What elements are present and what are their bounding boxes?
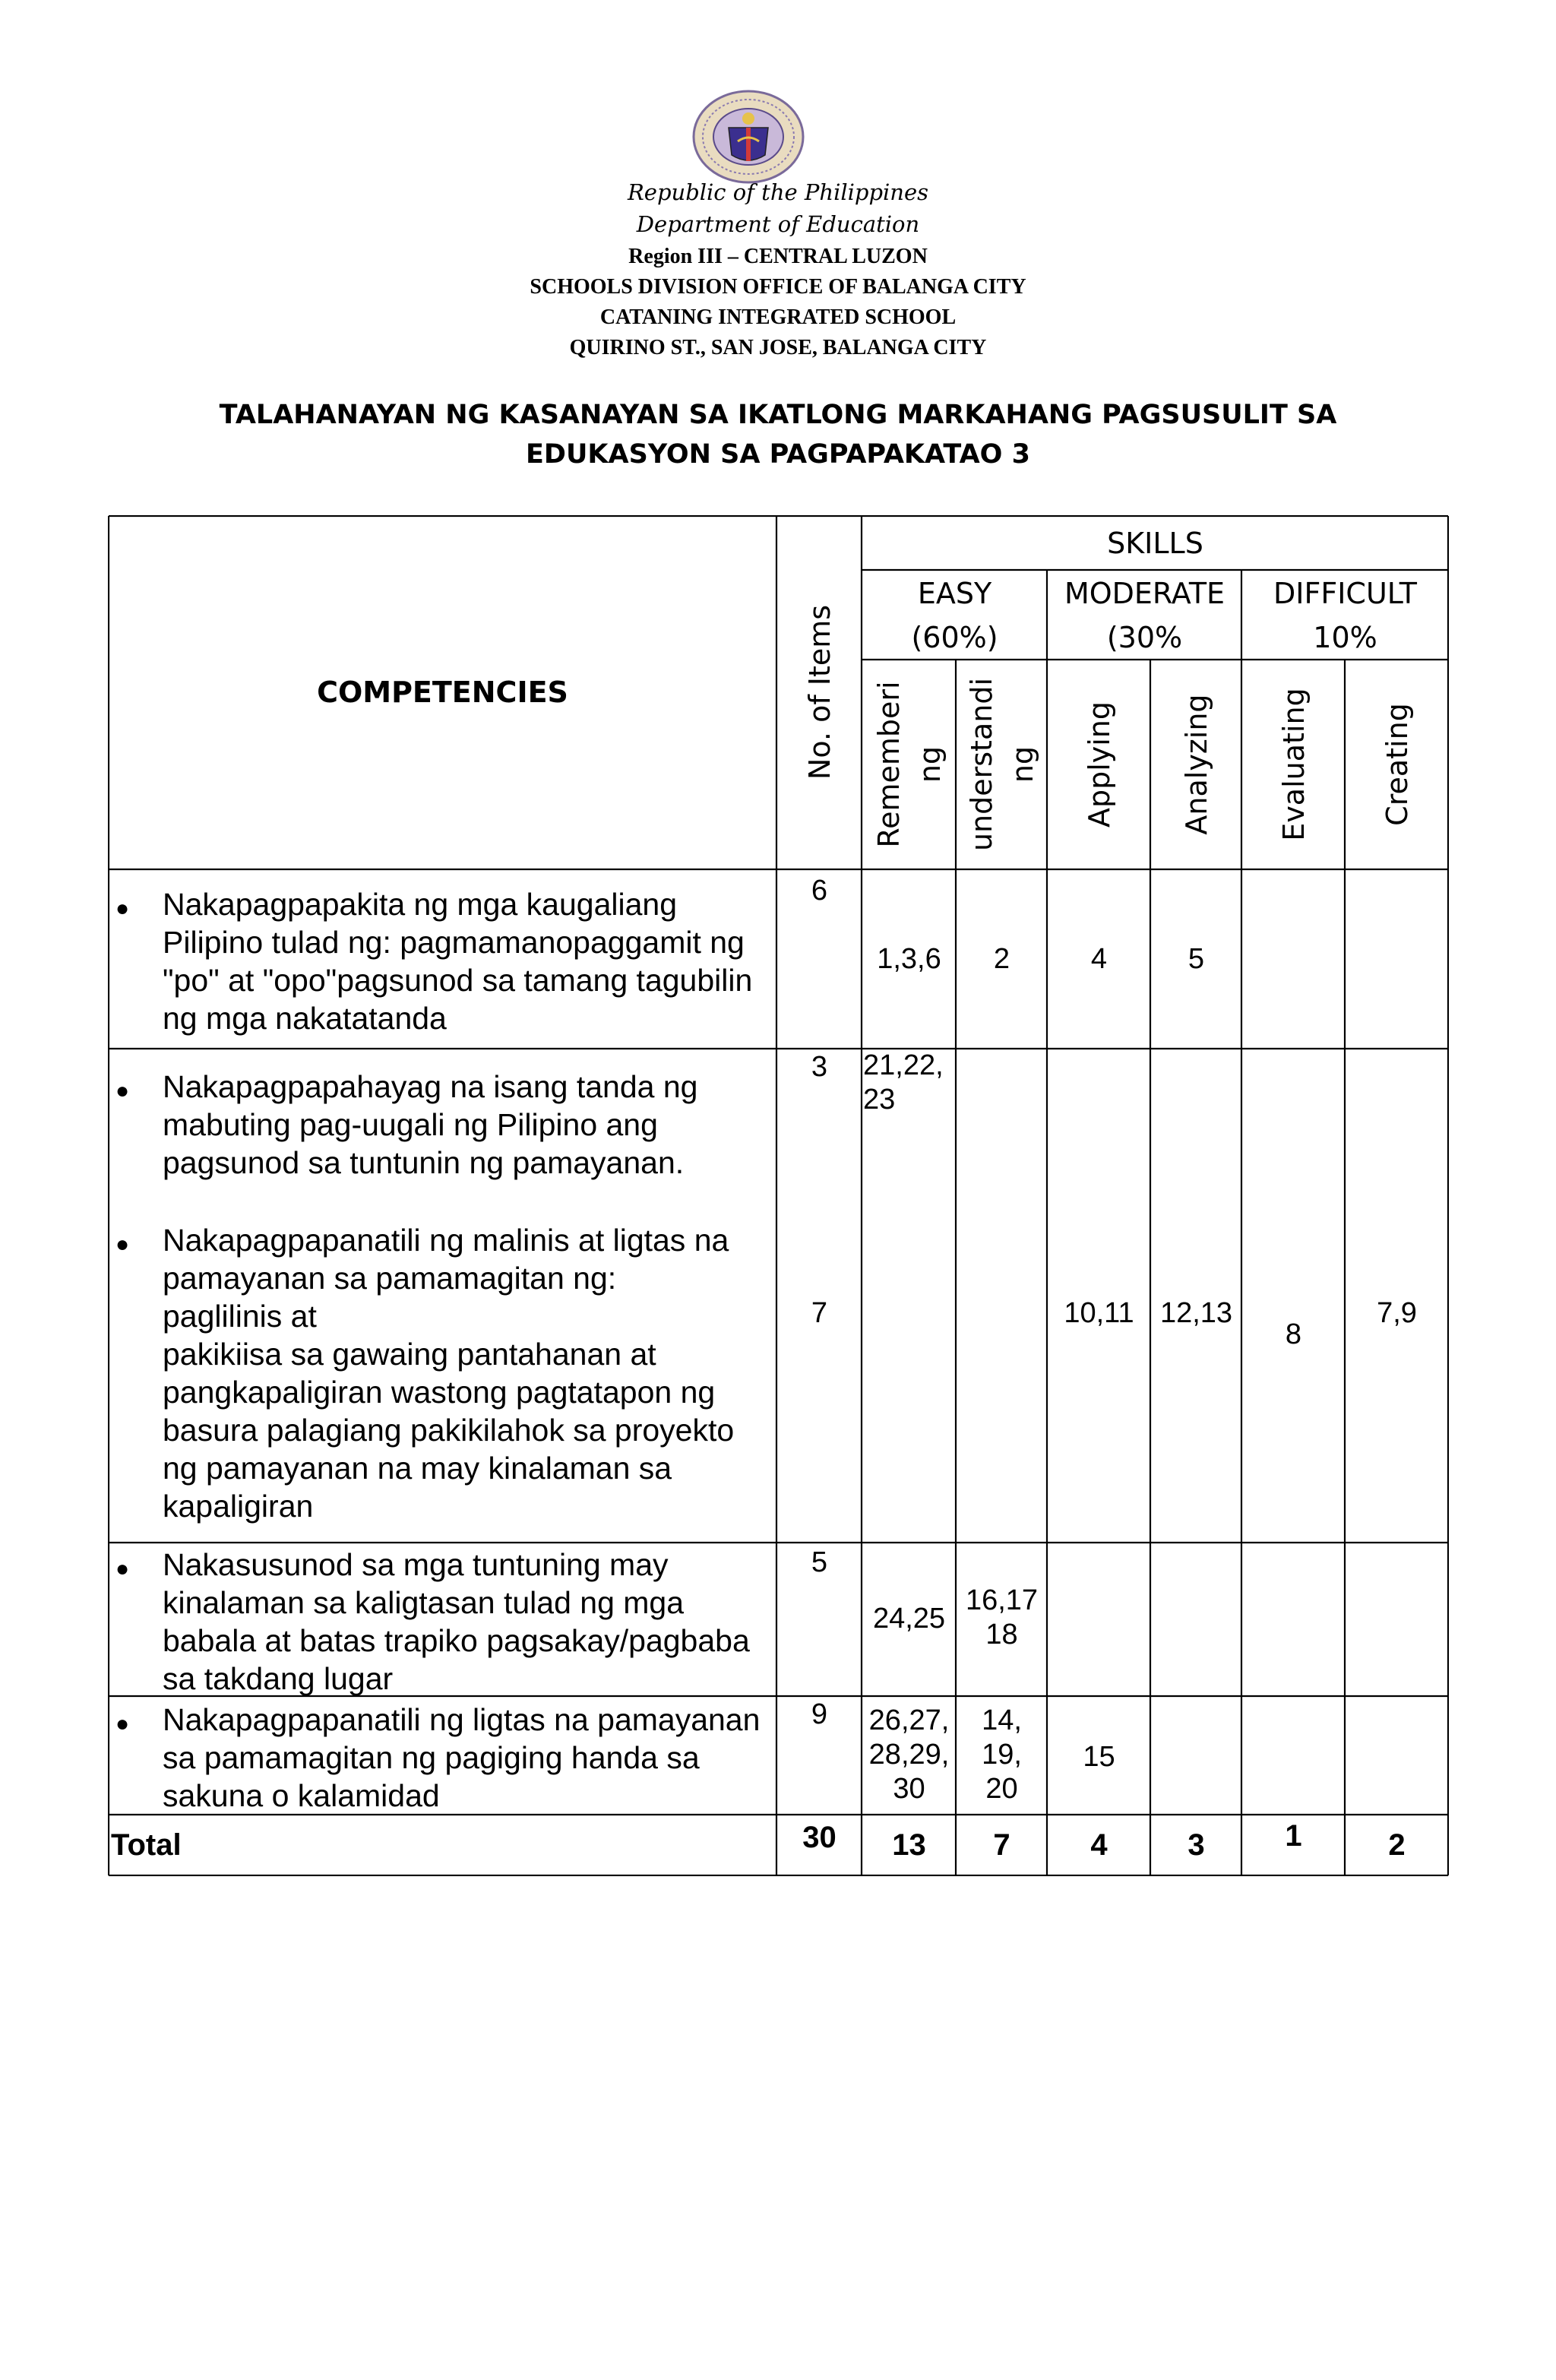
header-department: Department of Education bbox=[636, 211, 920, 237]
remembering-row-1: 1,3,6 bbox=[877, 943, 941, 975]
difficult-header bbox=[1242, 571, 1448, 660]
easy-header bbox=[862, 571, 1047, 660]
header-republic: Republic of the Philippines bbox=[627, 179, 929, 205]
total-creating: 2 bbox=[1388, 1828, 1406, 1862]
difficult-label: DIFFICULT bbox=[1273, 576, 1417, 610]
competency-row-4 bbox=[115, 1701, 773, 1815]
page-title-line1: TALAHANAYAN NG KASANAYAN SA IKATLONG MARKAHANG PAGSUSULIT SA bbox=[219, 400, 1337, 430]
evaluating-label: Evaluating bbox=[1276, 688, 1311, 841]
understanding-label-a: understandi bbox=[964, 677, 998, 852]
applying-label: Applying bbox=[1082, 701, 1116, 828]
evaluating-row-2b: 8 bbox=[1285, 1318, 1302, 1350]
competency-text: Nakapagpapanatili ng ligtas na pamayanan sa pamamagitan ng pagiging handa sa sakuna o kalamidad bbox=[163, 1702, 761, 1813]
items-row-2b: 7 bbox=[811, 1297, 828, 1329]
competency-text: Nakapagpapakita ng mga kaugaliang Pilipino tulad ng: pagmamanopaggamit ng "po" at "opo"pagsunod sa tamang tagubilin ng mga nakatatanda bbox=[163, 887, 753, 1036]
remembering-row-2a: 21,22, 23 bbox=[863, 1049, 944, 1116]
total-items: 30 bbox=[802, 1821, 837, 1854]
total-evaluating: 1 bbox=[1285, 1819, 1302, 1853]
applying-row-1: 4 bbox=[1090, 943, 1108, 975]
bullet-icon: ● bbox=[115, 1232, 130, 1257]
analyzing-header bbox=[1151, 660, 1241, 869]
difficult-percent: 10% bbox=[1313, 620, 1377, 654]
total-remembering: 13 bbox=[892, 1828, 926, 1862]
skills-header: SKILLS bbox=[1107, 526, 1203, 560]
items-header bbox=[777, 516, 862, 869]
evaluating-header bbox=[1242, 660, 1345, 869]
items-row-4: 9 bbox=[811, 1698, 828, 1730]
understanding-row-1: 2 bbox=[993, 943, 1010, 975]
competencies-header: COMPETENCIES bbox=[317, 676, 568, 709]
applying-row-2b: 10,11 bbox=[1064, 1297, 1134, 1329]
remembering-header bbox=[862, 660, 956, 869]
competency-text: Nakapagpapahayag na isang tanda ng mabuting pag-uugali ng Pilipino ang pagsunod sa tuntunin ng pamayanan. bbox=[163, 1069, 698, 1180]
header-address: QUIRINO ST., SAN JOSE, BALANGA CITY bbox=[569, 336, 987, 359]
understanding-row-3: 16,17 18 bbox=[965, 1584, 1039, 1650]
items-header-label: No. of Items bbox=[802, 604, 837, 780]
easy-percent: (60%) bbox=[911, 620, 998, 654]
competency-row-2b bbox=[115, 1221, 773, 1525]
deped-seal-logo bbox=[689, 88, 808, 185]
competency-text: Nakapagpapanatili ng malinis at ligtas na pamayanan sa pamamagitan ng: paglilinis at pakikiisa sa gawaing pantahanan at pangkapaligiran wastong pagtatapon ng basura palagiang pakikilahok sa proyekto ng pamayanan na may kinalaman sa kapaligiran bbox=[163, 1223, 735, 1524]
bullet-icon: ● bbox=[115, 1556, 130, 1581]
remembering-row-3: 24,25 bbox=[872, 1603, 946, 1635]
header-division-office: SCHOOLS DIVISION OFFICE OF BALANGA CITY bbox=[530, 275, 1026, 299]
items-row-1: 6 bbox=[811, 875, 828, 907]
applying-row-4: 15 bbox=[1083, 1741, 1115, 1773]
moderate-label: MODERATE bbox=[1064, 576, 1226, 610]
remembering-label-b: ng bbox=[912, 745, 947, 783]
analyzing-row-2b: 12,13 bbox=[1159, 1297, 1233, 1329]
header-school: CATANING INTEGRATED SCHOOL bbox=[599, 305, 957, 329]
understanding-header bbox=[957, 660, 1047, 869]
total-analyzing: 3 bbox=[1188, 1828, 1205, 1862]
analyzing-label: Analyzing bbox=[1179, 694, 1213, 835]
analyzing-row-1: 5 bbox=[1188, 943, 1205, 975]
easy-label: EASY bbox=[917, 576, 992, 610]
competency-row-1 bbox=[115, 885, 773, 1037]
total-applying: 4 bbox=[1090, 1828, 1108, 1862]
creating-row-2b: 7,9 bbox=[1377, 1297, 1417, 1329]
total-label: Total bbox=[111, 1828, 182, 1862]
remembering-label-a: Rememberi bbox=[871, 681, 906, 848]
items-row-3: 5 bbox=[811, 1546, 828, 1578]
understanding-row-4: 14, 19, 20 bbox=[982, 1704, 1022, 1805]
competency-row-2a bbox=[115, 1068, 773, 1182]
page-title-line2: EDUKASYON SA PAGPAPAKATAO 3 bbox=[526, 439, 1030, 470]
moderate-header bbox=[1048, 571, 1241, 660]
header-region: Region III – CENTRAL LUZON bbox=[628, 245, 928, 268]
competency-text: Nakasusunod sa mga tuntuning may kinalaman sa kaligtasan tulad ng mga babala at batas trapiko pagsakay/pagbaba sa takdang lugar bbox=[163, 1547, 750, 1696]
applying-header bbox=[1048, 660, 1150, 869]
competency-row-3 bbox=[115, 1546, 773, 1698]
total-understanding: 7 bbox=[993, 1828, 1010, 1862]
bullet-icon: ● bbox=[115, 1711, 130, 1736]
creating-header bbox=[1346, 660, 1448, 869]
creating-label: Creating bbox=[1380, 703, 1414, 826]
items-row-2a: 3 bbox=[811, 1051, 828, 1083]
bullet-icon: ● bbox=[115, 896, 130, 921]
understanding-label-b: ng bbox=[1005, 745, 1039, 783]
remembering-row-4: 26,27, 28,29, 30 bbox=[868, 1704, 950, 1805]
moderate-percent: (30% bbox=[1106, 620, 1183, 654]
bullet-icon: ● bbox=[115, 1078, 130, 1103]
